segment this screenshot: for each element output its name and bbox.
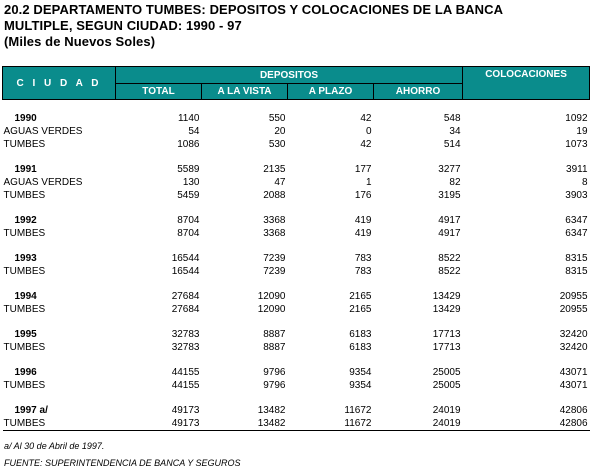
cell-a-plazo: 176	[354, 190, 372, 201]
cell-city: 1990	[14, 113, 37, 124]
cell-ahorro: 17713	[432, 329, 461, 340]
year-row	[3, 214, 590, 227]
header-a-plazo: A PLAZO	[288, 84, 374, 100]
cell-city: 1993	[14, 253, 37, 264]
title-line-3: (Miles de Nuevos Soles)	[4, 34, 156, 49]
table-row	[3, 417, 590, 431]
spacer-row	[3, 354, 590, 366]
cell-colocaciones: 42806	[463, 417, 590, 431]
table-row	[3, 176, 590, 189]
cell-a-la-vista: 12090	[257, 304, 286, 315]
cell-a-la-vista: 47	[274, 177, 286, 188]
cell-colocaciones: 43071	[559, 380, 588, 391]
cell-city: TUMBES	[3, 228, 46, 239]
cell-city: TUMBES	[3, 417, 116, 431]
cell-total: 130	[182, 177, 200, 188]
footnote: a/ Al 30 de Abril de 1997.	[4, 441, 105, 451]
deposits-table	[2, 66, 590, 431]
cell-a-plazo: 6183	[349, 329, 372, 340]
spacer-row	[3, 240, 590, 252]
spacer-cell	[3, 202, 590, 214]
spacer-cell	[3, 278, 590, 290]
cell-a-la-vista: 8887	[263, 342, 286, 353]
spacer-cell	[3, 316, 590, 328]
cell-ahorro: 25005	[432, 380, 461, 391]
cell-colocaciones: 20955	[559, 291, 588, 302]
cell-a-la-vista: 2088	[263, 190, 286, 201]
spacer-cell	[3, 354, 590, 366]
cell-total: 5589	[177, 164, 200, 175]
cell-colocaciones: 3911	[566, 164, 588, 175]
cell-a-plazo: 9354	[349, 367, 372, 378]
cell-total: 32783	[171, 329, 200, 340]
cell-total: 27684	[171, 291, 200, 302]
cell-a-la-vista: 7239	[263, 253, 286, 264]
cell-colocaciones: 8315	[565, 266, 588, 277]
table-body	[3, 100, 590, 431]
cell-a-la-vista: 7239	[263, 266, 286, 277]
year-row	[3, 328, 590, 341]
cell-a-plazo: 42	[360, 113, 372, 124]
year-row	[3, 252, 590, 265]
cell-colocaciones: 43071	[559, 367, 588, 378]
spacer-cell	[3, 151, 590, 163]
cell-total: 44155	[171, 380, 200, 391]
cell-a-la-vista: 2135	[263, 164, 286, 175]
cell-a-plazo: 11672	[288, 417, 374, 431]
year-row	[3, 163, 590, 176]
spacer-row	[3, 278, 590, 290]
cell-total: 1086	[177, 139, 200, 150]
spacer-row	[3, 316, 590, 328]
cell-total: 49173	[116, 417, 202, 431]
cell-ahorro: 4917	[438, 228, 461, 239]
cell-a-plazo: 9354	[349, 380, 372, 391]
cell-a-la-vista: 13482	[202, 417, 288, 431]
cell-total: 5459	[177, 190, 200, 201]
cell-ahorro: 17713	[432, 342, 461, 353]
title-line-2: MULTIPLE, SEGUN CIUDAD: 1990 - 97	[4, 18, 242, 33]
cell-a-la-vista: 20	[274, 126, 286, 137]
cell-city: 1992	[14, 215, 37, 226]
cell-a-plazo: 1	[365, 177, 372, 188]
cell-a-la-vista: 9796	[263, 367, 286, 378]
cell-city: 1991	[14, 164, 37, 175]
spacer-row	[3, 100, 590, 113]
cell-a-plazo: 0	[365, 126, 372, 137]
table-row	[3, 138, 590, 151]
spacer-cell	[3, 240, 590, 252]
cell-colocaciones: 1073	[565, 139, 588, 150]
cell-ahorro: 24019	[432, 405, 461, 416]
cell-ahorro: 548	[443, 113, 461, 124]
cell-city: AGUAS VERDES	[3, 126, 83, 137]
header-colocaciones: COLOCACIONES	[463, 67, 590, 100]
table-row	[3, 227, 590, 240]
cell-total: 27684	[171, 304, 200, 315]
header-ciudad: C I U D A D	[3, 67, 116, 100]
cell-colocaciones: 32420	[559, 329, 588, 340]
header-total: TOTAL	[116, 84, 202, 100]
cell-ahorro: 34	[449, 126, 461, 137]
cell-a-plazo: 783	[354, 253, 372, 264]
cell-a-plazo: 2165	[349, 304, 372, 315]
cell-colocaciones: 8315	[565, 253, 588, 264]
cell-total: 16544	[171, 253, 200, 264]
cell-city: TUMBES	[3, 342, 46, 353]
cell-a-la-vista: 550	[268, 113, 286, 124]
cell-total: 44155	[171, 367, 200, 378]
cell-total: 8704	[177, 215, 200, 226]
cell-total: 1140	[177, 113, 200, 124]
cell-a-plazo: 11672	[344, 405, 372, 416]
cell-city: TUMBES	[3, 380, 46, 391]
cell-a-la-vista: 3368	[263, 215, 286, 226]
cell-total: 32783	[171, 342, 200, 353]
year-row	[3, 366, 590, 379]
cell-ahorro: 24019	[374, 417, 463, 431]
cell-a-la-vista: 13482	[257, 405, 286, 416]
cell-a-la-vista: 12090	[257, 291, 286, 302]
cell-a-plazo: 42	[360, 139, 372, 150]
cell-colocaciones: 6347	[565, 215, 588, 226]
cell-ahorro: 514	[443, 139, 461, 150]
header-a-la-vista: A LA VISTA	[202, 84, 288, 100]
year-row	[3, 112, 590, 125]
cell-colocaciones: 8	[581, 177, 588, 188]
year-row	[3, 404, 590, 417]
cell-ahorro: 8522	[438, 253, 461, 264]
cell-city: AGUAS VERDES	[3, 177, 83, 188]
cell-ahorro: 3195	[438, 190, 461, 201]
table-row	[3, 379, 590, 392]
cell-ahorro: 8522	[438, 266, 461, 277]
cell-city: TUMBES	[3, 304, 46, 315]
cell-a-la-vista: 9796	[263, 380, 286, 391]
table-row	[3, 341, 590, 354]
cell-city: TUMBES	[3, 266, 46, 277]
cell-ahorro: 25005	[432, 367, 461, 378]
table-row	[3, 125, 590, 138]
header-depositos: DEPOSITOS	[116, 67, 463, 84]
spacer-row	[3, 151, 590, 163]
cell-colocaciones: 32420	[559, 342, 588, 353]
cell-a-plazo: 419	[354, 215, 372, 226]
cell-a-la-vista: 3368	[263, 228, 286, 239]
cell-a-plazo: 419	[354, 228, 372, 239]
cell-ahorro: 4917	[438, 215, 461, 226]
cell-city: 1995	[14, 329, 37, 340]
cell-city: 1997 a/	[14, 405, 48, 416]
table-row	[3, 189, 590, 202]
cell-a-la-vista: 530	[268, 139, 286, 150]
cell-city: 1996	[14, 367, 37, 378]
header-ahorro: AHORRO	[374, 84, 463, 100]
cell-ahorro: 3277	[438, 164, 461, 175]
cell-city: TUMBES	[3, 190, 46, 201]
table-header	[3, 67, 590, 100]
cell-city: TUMBES	[3, 139, 46, 150]
cell-ahorro: 13429	[432, 291, 461, 302]
table-row	[3, 303, 590, 316]
cell-a-plazo: 6183	[349, 342, 372, 353]
cell-total: 49173	[171, 405, 200, 416]
cell-colocaciones: 20955	[559, 304, 588, 315]
cell-total: 8704	[177, 228, 200, 239]
spacer-row	[3, 392, 590, 404]
cell-total: 16544	[171, 266, 200, 277]
spacer-row	[3, 202, 590, 214]
cell-ahorro: 13429	[432, 304, 461, 315]
cell-colocaciones: 3903	[565, 190, 588, 201]
cell-colocaciones: 19	[576, 126, 588, 137]
title-line-1: 20.2 DEPARTAMENTO TUMBES: DEPOSITOS Y COLOCACIONES DE LA BANCA	[4, 2, 504, 17]
cell-city: 1994	[14, 291, 37, 302]
cell-total: 54	[188, 126, 200, 137]
cell-a-plazo: 177	[354, 164, 372, 175]
cell-a-la-vista: 8887	[263, 329, 286, 340]
cell-a-plazo: 783	[354, 266, 372, 277]
cell-ahorro: 82	[449, 177, 461, 188]
cell-colocaciones: 1092	[565, 113, 588, 124]
cell-colocaciones: 6347	[565, 228, 588, 239]
spacer-cell	[3, 392, 590, 404]
cell-a-plazo: 2165	[349, 291, 372, 302]
document-title	[4, 2, 503, 50]
source-note: FUENTE: SUPERINTENDENCIA DE BANCA Y SEGUROS	[4, 458, 241, 468]
cell-colocaciones: 42806	[559, 405, 588, 416]
table-row	[3, 265, 590, 278]
year-row	[3, 290, 590, 303]
spacer-cell	[3, 100, 590, 113]
